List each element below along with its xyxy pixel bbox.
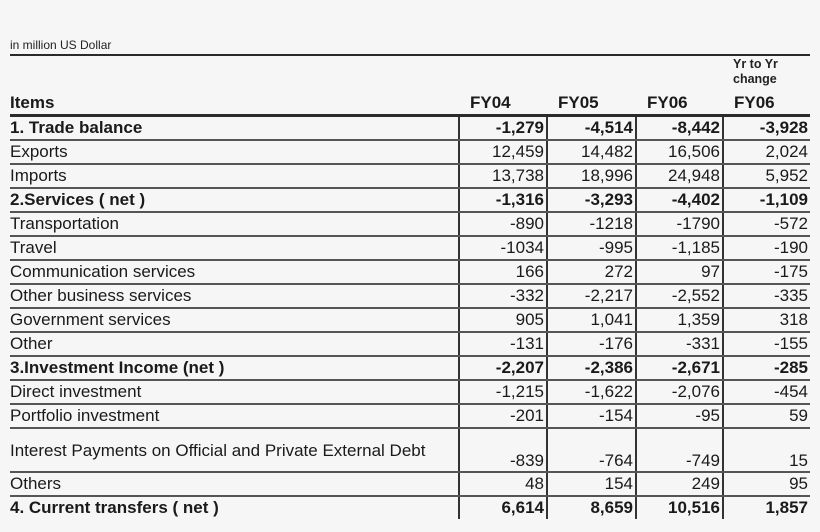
cell-fy06: -2,076 [636, 380, 723, 404]
cell-fy06: -2,552 [636, 284, 723, 308]
row-label: 3.Investment Income (net ) [10, 356, 459, 380]
row-label: Exports [10, 140, 459, 164]
cell-change-fy06: 1,857 [723, 496, 810, 519]
cell-change-fy06: 318 [723, 308, 810, 332]
table-row [10, 404, 810, 428]
cell-change-fy06: 15 [723, 428, 810, 472]
header-row [10, 92, 810, 116]
table-row [10, 140, 810, 164]
cell-fy04: -1,316 [459, 188, 547, 212]
column-header-change-fy06: FY06 [723, 92, 810, 116]
table-row-section [10, 116, 810, 141]
cell-fy06: 97 [636, 260, 723, 284]
column-header-fy06: FY06 [636, 92, 723, 116]
table-row [10, 212, 810, 236]
cell-change-fy06: 2,024 [723, 140, 810, 164]
cell-change-fy06: -1,109 [723, 188, 810, 212]
cell-fy06: -331 [636, 332, 723, 356]
cell-fy05: -176 [547, 332, 636, 356]
table-row [10, 260, 810, 284]
row-label: 4. Current transfers ( net ) [10, 498, 219, 517]
cell-fy06: -8,442 [636, 116, 723, 141]
cell-change-fy06: -572 [723, 212, 810, 236]
table-row [10, 236, 810, 260]
table-row [10, 472, 810, 496]
cell-fy06: 24,948 [636, 164, 723, 188]
cell-fy05: -2,386 [547, 356, 636, 380]
column-header-items: Items [10, 92, 459, 116]
cell-fy06: -1790 [636, 212, 723, 236]
cell-change-fy06: 95 [723, 472, 810, 496]
row-label: Imports [10, 164, 459, 188]
column-header-fy04: FY04 [459, 92, 547, 116]
cell-fy04: -131 [459, 332, 547, 356]
cell-fy04: -1034 [459, 236, 547, 260]
cell-fy05: 272 [547, 260, 636, 284]
cell-fy06: 1,359 [636, 308, 723, 332]
cell-fy05: -1218 [547, 212, 636, 236]
cell-fy04: 905 [459, 308, 547, 332]
table-row [10, 428, 810, 472]
cell-change-fy06: -335 [723, 284, 810, 308]
table-row-section [10, 356, 810, 380]
cell-fy04: 6,614 [459, 496, 547, 519]
row-label: Communication services [10, 260, 459, 284]
cell-fy05: -995 [547, 236, 636, 260]
cell-fy05: 14,482 [547, 140, 636, 164]
table-row-section [10, 188, 810, 212]
yr-to-yr-change-label [733, 57, 778, 87]
cell-change-fy06: -190 [723, 236, 810, 260]
cell-fy06: -4,402 [636, 188, 723, 212]
table-row [10, 164, 810, 188]
yr-to-yr-line2: change [733, 72, 777, 86]
cell-fy04: -201 [459, 404, 547, 428]
cell-fy04: 166 [459, 260, 547, 284]
cell-fy04: -332 [459, 284, 547, 308]
row-label: Portfolio investment [10, 404, 459, 428]
row-label: Others [10, 472, 459, 496]
table-row [10, 332, 810, 356]
row-label: Direct investment [10, 380, 459, 404]
cell-fy06: -749 [636, 428, 723, 472]
yr-to-yr-line1: Yr to Yr [733, 57, 778, 71]
cell-fy04: -1,279 [459, 116, 547, 141]
balance-of-payments-table [10, 92, 810, 519]
table-row-section [10, 496, 810, 519]
column-header-fy05: FY05 [547, 92, 636, 116]
row-label: 2.Services ( net ) [10, 188, 459, 212]
table-row [10, 380, 810, 404]
cell-fy05: -1,622 [547, 380, 636, 404]
cell-change-fy06: -285 [723, 356, 810, 380]
cell-fy04: -1,215 [459, 380, 547, 404]
cell-fy05: 8,659 [547, 496, 636, 519]
row-label: Government services [10, 308, 459, 332]
cell-fy04: -890 [459, 212, 547, 236]
cell-change-fy06: -155 [723, 332, 810, 356]
cell-fy05: -4,514 [547, 116, 636, 141]
table-row [10, 284, 810, 308]
row-label: Other [10, 332, 459, 356]
row-label: Transportation [10, 212, 459, 236]
cell-fy06: -2,671 [636, 356, 723, 380]
cell-fy05: 154 [547, 472, 636, 496]
cell-fy05: -2,217 [547, 284, 636, 308]
table-row [10, 308, 810, 332]
top-rule [10, 54, 810, 56]
cell-change-fy06: -175 [723, 260, 810, 284]
cell-fy04: 12,459 [459, 140, 547, 164]
cell-fy05: -154 [547, 404, 636, 428]
cell-change-fy06: 59 [723, 404, 810, 428]
row-label: Travel [10, 236, 459, 260]
row-label: Other business services [10, 284, 459, 308]
cell-change-fy06: -3,928 [723, 116, 810, 141]
cell-change-fy06: 5,952 [723, 164, 810, 188]
row-label: Interest Payments on Official and Private External Debt [10, 428, 459, 472]
cell-fy04: -2,207 [459, 356, 547, 380]
cell-fy05: -3,293 [547, 188, 636, 212]
cell-fy06: 249 [636, 472, 723, 496]
cell-fy04: -839 [459, 428, 547, 472]
cell-fy04: 13,738 [459, 164, 547, 188]
cell-change-fy06: -454 [723, 380, 810, 404]
cell-fy05: 1,041 [547, 308, 636, 332]
unit-label: in million US Dollar [10, 38, 112, 52]
cell-fy05: -764 [547, 428, 636, 472]
cell-fy05: 18,996 [547, 164, 636, 188]
cell-fy06: 16,506 [636, 140, 723, 164]
cell-fy06: -1,185 [636, 236, 723, 260]
row-label: 1. Trade balance [10, 116, 459, 141]
cell-fy04: 48 [459, 472, 547, 496]
cell-fy06: 10,516 [636, 496, 723, 519]
cell-fy06: -95 [636, 404, 723, 428]
